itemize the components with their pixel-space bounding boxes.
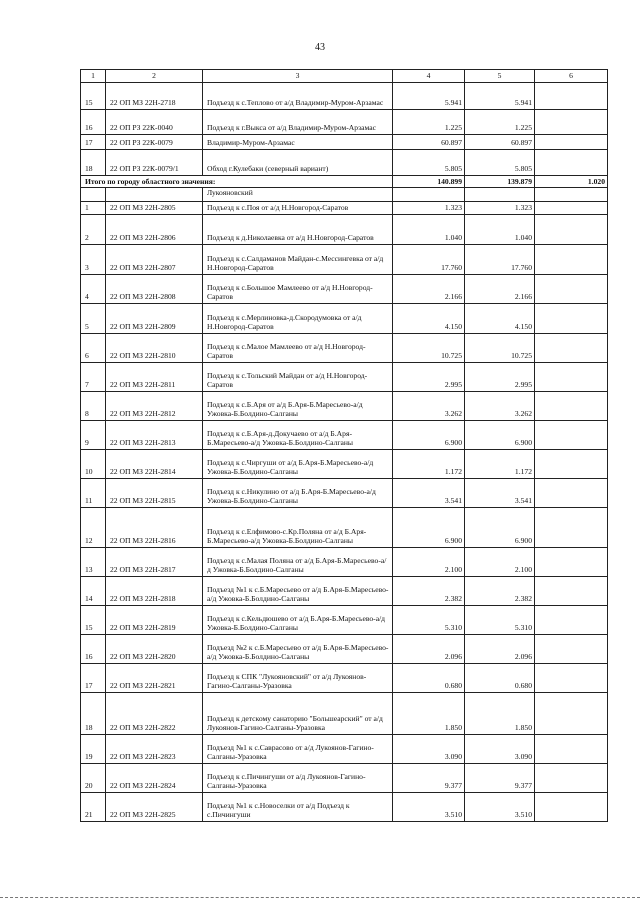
total-label-cell: Итого по городу областного значения: <box>81 176 393 188</box>
length-col6-cell <box>535 202 608 215</box>
length-total-cell: 1.225 <box>393 110 465 135</box>
length-total-cell: 1.040 <box>393 215 465 245</box>
length-total-cell: 5.310 <box>393 606 465 635</box>
length-col5-cell: 3.541 <box>465 479 535 508</box>
length-col6-cell <box>535 334 608 363</box>
road-code-cell: 22 ОП РЗ 22К-0079 <box>106 135 203 150</box>
length-col5-cell: 17.760 <box>465 245 535 275</box>
road-register-table <box>80 69 608 822</box>
road-name-cell: Подъезд к с.Пичингуши от а/д Лукоянов-Гагино-Салганы-Уразовка <box>203 764 393 793</box>
length-col5-cell: 2.096 <box>465 635 535 664</box>
road-code-cell: 22 ОП МЗ 22Н-2821 <box>106 664 203 693</box>
row-number-cell: 4 <box>81 275 106 304</box>
length-total-cell: 0.680 <box>393 664 465 693</box>
road-name-cell: Подъезд к с.Кельдюшево от а/д Б.Аря-Б.Маресьево-а/д Ужовка-Б.Болдино-Салганы <box>203 606 393 635</box>
road-name-cell: Подъезд к с.Салдаманов Майдан-с.Мессингевка от а/д Н.Новгород-Саратов <box>203 245 393 275</box>
road-code-cell: 22 ОП МЗ 22Н-2805 <box>106 202 203 215</box>
table-row <box>81 606 608 635</box>
table-row <box>81 548 608 577</box>
length-total-cell: 1.850 <box>393 693 465 735</box>
road-code-cell: 22 ОП МЗ 22Н-2822 <box>106 693 203 735</box>
row-number-cell: 17 <box>81 135 106 150</box>
row-number-cell: 14 <box>81 577 106 606</box>
row-number-cell: 10 <box>81 450 106 479</box>
row-number-cell: 1 <box>81 202 106 215</box>
header-cell: 3 <box>203 70 393 83</box>
length-col6-cell <box>535 577 608 606</box>
total-length-cell: 140.899 <box>393 176 465 188</box>
length-total-cell: 2.166 <box>393 275 465 304</box>
length-total-cell: 5.941 <box>393 83 465 110</box>
header-cell: 6 <box>535 70 608 83</box>
length-col6-cell <box>535 363 608 392</box>
row-number-cell: 16 <box>81 635 106 664</box>
road-code-cell: 22 ОП РЗ 22К-0040 <box>106 110 203 135</box>
road-name-cell: Подъезд к с.Б.Аря от а/д Б.Аря-Б.Маресьево-а/д Ужовка-Б.Болдино-Салганы <box>203 392 393 421</box>
road-code-cell: 22 ОП МЗ 22Н-2824 <box>106 764 203 793</box>
length-total-cell: 3.510 <box>393 793 465 822</box>
length-total-cell: 17.760 <box>393 245 465 275</box>
road-code-cell: 22 ОП МЗ 22Н-2819 <box>106 606 203 635</box>
length-col5-cell: 3.090 <box>465 735 535 764</box>
road-name-cell: Подъезд №1 к с.Новоселки от а/д Подъезд к с.Пичингуши <box>203 793 393 822</box>
length-total-cell: 2.382 <box>393 577 465 606</box>
length-col6-cell <box>535 135 608 150</box>
length-col5-cell: 4.150 <box>465 304 535 334</box>
road-code-cell: 22 ОП МЗ 22Н-2809 <box>106 304 203 334</box>
length-total-cell: 5.805 <box>393 150 465 176</box>
road-name-cell: Обход г.Кулебаки (северный вариант) <box>203 150 393 176</box>
table-row <box>81 110 608 135</box>
total-col5-cell: 139.879 <box>465 176 535 188</box>
row-number-cell: 19 <box>81 735 106 764</box>
road-name-cell: Подъезд к с.Чиргуши от а/д Б.Аря-Б.Маресьево-а/д Ужовка-Б.Болдино-Салганы <box>203 450 393 479</box>
road-name-cell: Подъезд к с.Никулино от а/д Б.Аря-Б.Маресьево-а/д Ужовка-Б.Болдино-Салганы <box>203 479 393 508</box>
length-col5-cell: 1.172 <box>465 450 535 479</box>
length-col6-cell <box>535 150 608 176</box>
row-number-cell: 9 <box>81 421 106 450</box>
length-col6-cell <box>535 508 608 548</box>
road-code-cell: 22 ОП МЗ 22Н-2814 <box>106 450 203 479</box>
road-code-cell: 22 ОП МЗ 22Н-2807 <box>106 245 203 275</box>
row-number-cell: 15 <box>81 606 106 635</box>
length-col5-cell: 3.510 <box>465 793 535 822</box>
header-cell: 4 <box>393 70 465 83</box>
row-number-cell: 11 <box>81 479 106 508</box>
length-total-cell: 3.541 <box>393 479 465 508</box>
table-row <box>81 135 608 150</box>
table-row <box>81 421 608 450</box>
road-name-cell: Подъезд к детскому санаторию "Большеарский" от а/д Лукоянов-Гагино-Салганы-Уразовка <box>203 693 393 735</box>
length-total-cell: 3.090 <box>393 735 465 764</box>
length-total-cell: 1.172 <box>393 450 465 479</box>
table-row <box>81 664 608 693</box>
empty-cell <box>106 188 203 202</box>
road-code-cell: 22 ОП МЗ 22Н-2825 <box>106 793 203 822</box>
road-code-cell: 22 ОП МЗ 22Н-2820 <box>106 635 203 664</box>
road-name-cell: Подъезд к с.Б.Аря-д.Докучаево от а/д Б.Аря-Б.Маресьево-а/д Ужовка-Б.Болдино-Салганы <box>203 421 393 450</box>
length-total-cell: 10.725 <box>393 334 465 363</box>
header-cell: 2 <box>106 70 203 83</box>
road-code-cell: 22 ОП МЗ 22Н-2812 <box>106 392 203 421</box>
length-col5-cell: 5.941 <box>465 83 535 110</box>
district-row <box>81 188 608 202</box>
table-row <box>81 150 608 176</box>
row-number-cell: 6 <box>81 334 106 363</box>
table-row <box>81 635 608 664</box>
road-name-cell: Подъезд к с.Теплово от а/д Владимир-Муром-Арзамас <box>203 83 393 110</box>
length-col6-cell <box>535 793 608 822</box>
page-number: 43 <box>315 42 325 53</box>
length-total-cell: 60.897 <box>393 135 465 150</box>
table-row <box>81 245 608 275</box>
table-row <box>81 764 608 793</box>
table-row <box>81 693 608 735</box>
length-col5-cell: 1.225 <box>465 110 535 135</box>
table-row <box>81 83 608 110</box>
length-total-cell: 9.377 <box>393 764 465 793</box>
length-total-cell: 2.100 <box>393 548 465 577</box>
road-name-cell: Подъезд к с.Большое Мамлеево от а/д Н.Новгород-Саратов <box>203 275 393 304</box>
length-col6-cell <box>535 392 608 421</box>
length-col6-cell <box>535 245 608 275</box>
road-name-cell: Владимир-Муром-Арзамас <box>203 135 393 150</box>
row-number-cell: 13 <box>81 548 106 577</box>
table-row <box>81 735 608 764</box>
length-col5-cell: 2.995 <box>465 363 535 392</box>
row-number-cell: 2 <box>81 215 106 245</box>
road-code-cell: 22 ОП МЗ 22Н-2815 <box>106 479 203 508</box>
length-total-cell: 3.262 <box>393 392 465 421</box>
road-name-cell: Подъезд №2 к с.Б.Маресьево от а/д Б.Аря-Б.Маресьево-а/д Ужовка-Б.Болдино-Салганы <box>203 635 393 664</box>
length-col6-cell <box>535 215 608 245</box>
row-number-cell: 17 <box>81 664 106 693</box>
road-code-cell: 22 ОП МЗ 22Н-2811 <box>106 363 203 392</box>
length-col5-cell: 10.725 <box>465 334 535 363</box>
row-number-cell: 8 <box>81 392 106 421</box>
column-number-header-row <box>81 70 608 83</box>
length-col5-cell: 6.900 <box>465 508 535 548</box>
length-col5-cell: 5.805 <box>465 150 535 176</box>
road-name-cell: Подъезд №1 к с.Б.Маресьево от а/д Б.Аря-Б.Маресьево-а/д Ужовка-Б.Болдино-Салганы <box>203 577 393 606</box>
empty-cell <box>81 188 106 202</box>
table-row <box>81 215 608 245</box>
row-number-cell: 3 <box>81 245 106 275</box>
length-col5-cell: 5.310 <box>465 606 535 635</box>
empty-cell <box>393 188 465 202</box>
table-row <box>81 479 608 508</box>
length-col6-cell <box>535 479 608 508</box>
row-number-cell: 5 <box>81 304 106 334</box>
row-number-cell: 15 <box>81 83 106 110</box>
table-row <box>81 275 608 304</box>
length-col6-cell <box>535 635 608 664</box>
length-col5-cell: 2.100 <box>465 548 535 577</box>
road-code-cell: 22 ОП МЗ 22Н-2718 <box>106 83 203 110</box>
empty-cell <box>535 188 608 202</box>
road-code-cell: 22 ОП МЗ 22Н-2810 <box>106 334 203 363</box>
row-number-cell: 16 <box>81 110 106 135</box>
road-code-cell: 22 ОП РЗ 22К-0079/1 <box>106 150 203 176</box>
road-name-cell: Подъезд к д.Николаевка от а/д Н.Новгород-Саратов <box>203 215 393 245</box>
road-name-cell: Подъезд №1 к с.Саврасово от а/д Лукоянов-Гагино-Салганы-Уразовка <box>203 735 393 764</box>
header-cell: 1 <box>81 70 106 83</box>
road-name-cell: Подъезд к СПК "Лукояновский" от а/д Лукоянов-Гагино-Салганы-Уразовка <box>203 664 393 693</box>
table-row <box>81 450 608 479</box>
length-col5-cell: 1.323 <box>465 202 535 215</box>
road-name-cell: Подъезд к с.Елфимово-с.Кр.Поляна от а/д Б.Аря-Б.Маресьево-а/д Ужовка-Б.Болдино-Салганы <box>203 508 393 548</box>
road-code-cell: 22 ОП МЗ 22Н-2806 <box>106 215 203 245</box>
road-name-cell: Подъезд к г.Выкса от а/д Владимир-Муром-Арзамас <box>203 110 393 135</box>
length-col6-cell <box>535 110 608 135</box>
table-row <box>81 793 608 822</box>
table-row <box>81 202 608 215</box>
length-col6-cell <box>535 764 608 793</box>
row-number-cell: 21 <box>81 793 106 822</box>
length-col6-cell <box>535 450 608 479</box>
header-cell: 5 <box>465 70 535 83</box>
length-col6-cell <box>535 304 608 334</box>
length-total-cell: 6.900 <box>393 508 465 548</box>
length-col5-cell: 9.377 <box>465 764 535 793</box>
length-col5-cell: 60.897 <box>465 135 535 150</box>
row-number-cell: 20 <box>81 764 106 793</box>
length-col6-cell <box>535 735 608 764</box>
road-code-cell: 22 ОП МЗ 22Н-2813 <box>106 421 203 450</box>
row-number-cell: 18 <box>81 150 106 176</box>
length-col5-cell: 0.680 <box>465 664 535 693</box>
road-code-cell: 22 ОП МЗ 22Н-2817 <box>106 548 203 577</box>
length-total-cell: 1.323 <box>393 202 465 215</box>
length-total-cell: 2.096 <box>393 635 465 664</box>
total-row <box>81 176 608 188</box>
table-row <box>81 392 608 421</box>
length-col6-cell <box>535 606 608 635</box>
length-total-cell: 2.995 <box>393 363 465 392</box>
road-code-cell: 22 ОП МЗ 22Н-2816 <box>106 508 203 548</box>
road-code-cell: 22 ОП МЗ 22Н-2818 <box>106 577 203 606</box>
length-col5-cell: 1.040 <box>465 215 535 245</box>
table-row <box>81 334 608 363</box>
page-bottom-edge <box>0 897 640 899</box>
table-row <box>81 577 608 606</box>
table-row <box>81 304 608 334</box>
table-row <box>81 508 608 548</box>
length-col6-cell <box>535 421 608 450</box>
length-col6-cell <box>535 693 608 735</box>
row-number-cell: 7 <box>81 363 106 392</box>
length-total-cell: 6.900 <box>393 421 465 450</box>
length-col5-cell: 2.166 <box>465 275 535 304</box>
road-name-cell: Подъезд к с.Малое Мамлеево от а/д Н.Новгород-Саратов <box>203 334 393 363</box>
road-name-cell: Подъезд к с.Мерлиновка-д.Скородумовка от а/д Н.Новгород-Саратов <box>203 304 393 334</box>
length-col5-cell: 6.900 <box>465 421 535 450</box>
length-col5-cell: 2.382 <box>465 577 535 606</box>
road-name-cell: Подъезд к с.Малая Поляна от а/д Б.Аря-Б.Маресьево-а/д Ужовка-Б.Болдино-Салганы <box>203 548 393 577</box>
road-code-cell: 22 ОП МЗ 22Н-2823 <box>106 735 203 764</box>
total-col6-cell: 1.020 <box>535 176 608 188</box>
length-col5-cell: 1.850 <box>465 693 535 735</box>
length-col6-cell <box>535 548 608 577</box>
row-number-cell: 18 <box>81 693 106 735</box>
empty-cell <box>465 188 535 202</box>
road-name-cell: Подъезд к с.Тольский Майдан от а/д Н.Новгород-Саратов <box>203 363 393 392</box>
table-row <box>81 363 608 392</box>
row-number-cell: 12 <box>81 508 106 548</box>
length-total-cell: 4.150 <box>393 304 465 334</box>
length-col6-cell <box>535 664 608 693</box>
road-code-cell: 22 ОП МЗ 22Н-2808 <box>106 275 203 304</box>
district-name-cell: Лукояновский <box>203 188 393 202</box>
length-col6-cell <box>535 275 608 304</box>
length-col5-cell: 3.262 <box>465 392 535 421</box>
length-col6-cell <box>535 83 608 110</box>
road-name-cell: Подъезд к с.Поя от а/д Н.Новгород-Саратов <box>203 202 393 215</box>
